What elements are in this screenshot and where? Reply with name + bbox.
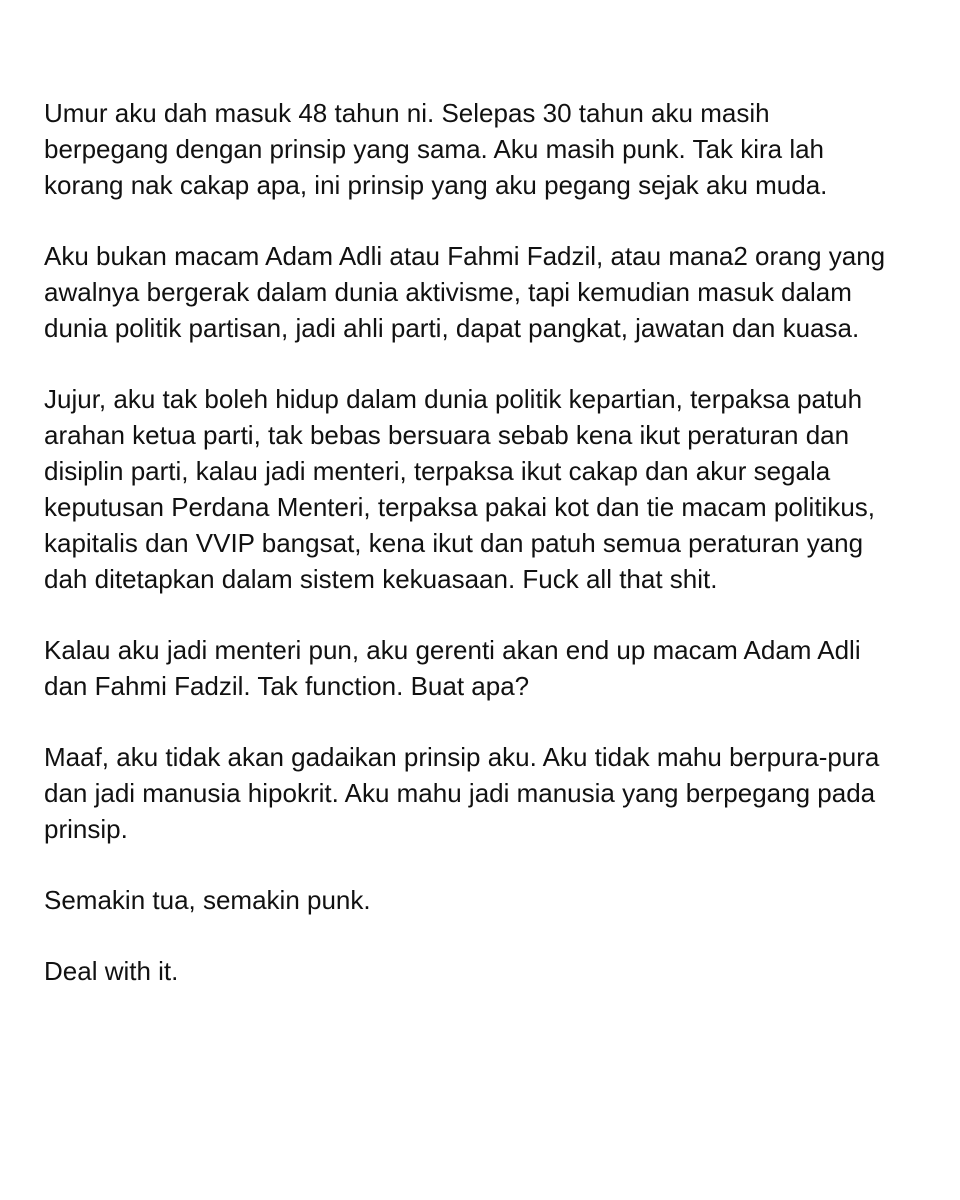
paragraph-closing bbox=[44, 953, 924, 989]
text-line: keputusan Perdana Menteri, terpaksa pakai kot dan tie macam politikus, bbox=[44, 492, 876, 522]
text-line: dunia politik partisan, jadi ahli parti, dapat pangkat, jawatan dan kuasa. bbox=[44, 313, 860, 343]
text-line: Semakin tua, semakin punk. bbox=[44, 885, 371, 915]
text-line: arahan ketua parti, tak bebas bersuara sebab kena ikut peraturan dan bbox=[44, 420, 850, 450]
text-line: disiplin parti, kalau jadi menteri, terpaksa ikut cakap dan akur segala bbox=[44, 456, 831, 486]
post-body bbox=[44, 95, 924, 1024]
text-line: dan jadi manusia hipokrit. Aku mahu jadi manusia yang berpegang pada bbox=[44, 778, 876, 808]
text-line: awalnya bergerak dalam dunia aktivisme, tapi kemudian masuk dalam bbox=[44, 277, 852, 307]
text-line: Aku bukan macam Adam Adli atau Fahmi Fadzil, atau mana2 orang yang bbox=[44, 241, 886, 271]
text-line: Jujur, aku tak boleh hidup dalam dunia politik kepartian, terpaksa patuh bbox=[44, 384, 863, 414]
text-line: dan Fahmi Fadzil. Tak function. Buat apa? bbox=[44, 671, 530, 701]
text-line: Umur aku dah masuk 48 tahun ni. Selepas 30 tahun aku masih bbox=[44, 98, 770, 128]
paragraph-intro bbox=[44, 95, 924, 203]
text-line: prinsip. bbox=[44, 814, 128, 844]
paragraph-comparison bbox=[44, 238, 924, 346]
text-line: kapitalis dan VVIP bangsat, kena ikut dan patuh semua peraturan yang bbox=[44, 528, 864, 558]
text-line: Deal with it. bbox=[44, 956, 179, 986]
text-line: dah ditetapkan dalam sistem kekuasaan. Fuck all that shit. bbox=[44, 564, 718, 594]
text-line: berpegang dengan prinsip yang sama. Aku masih punk. Tak kira lah bbox=[44, 134, 825, 164]
text-line: korang nak cakap apa, ini prinsip yang aku pegang sejak aku muda. bbox=[44, 170, 828, 200]
paragraph-minister bbox=[44, 632, 924, 704]
paragraph-older-punk bbox=[44, 882, 924, 918]
text-line: Kalau aku jadi menteri pun, aku gerenti akan end up macam Adam Adli bbox=[44, 635, 861, 665]
paragraph-honesty bbox=[44, 381, 924, 597]
text-line: Maaf, aku tidak akan gadaikan prinsip aku. Aku tidak mahu berpura-pura bbox=[44, 742, 880, 772]
paragraph-principle bbox=[44, 739, 924, 847]
